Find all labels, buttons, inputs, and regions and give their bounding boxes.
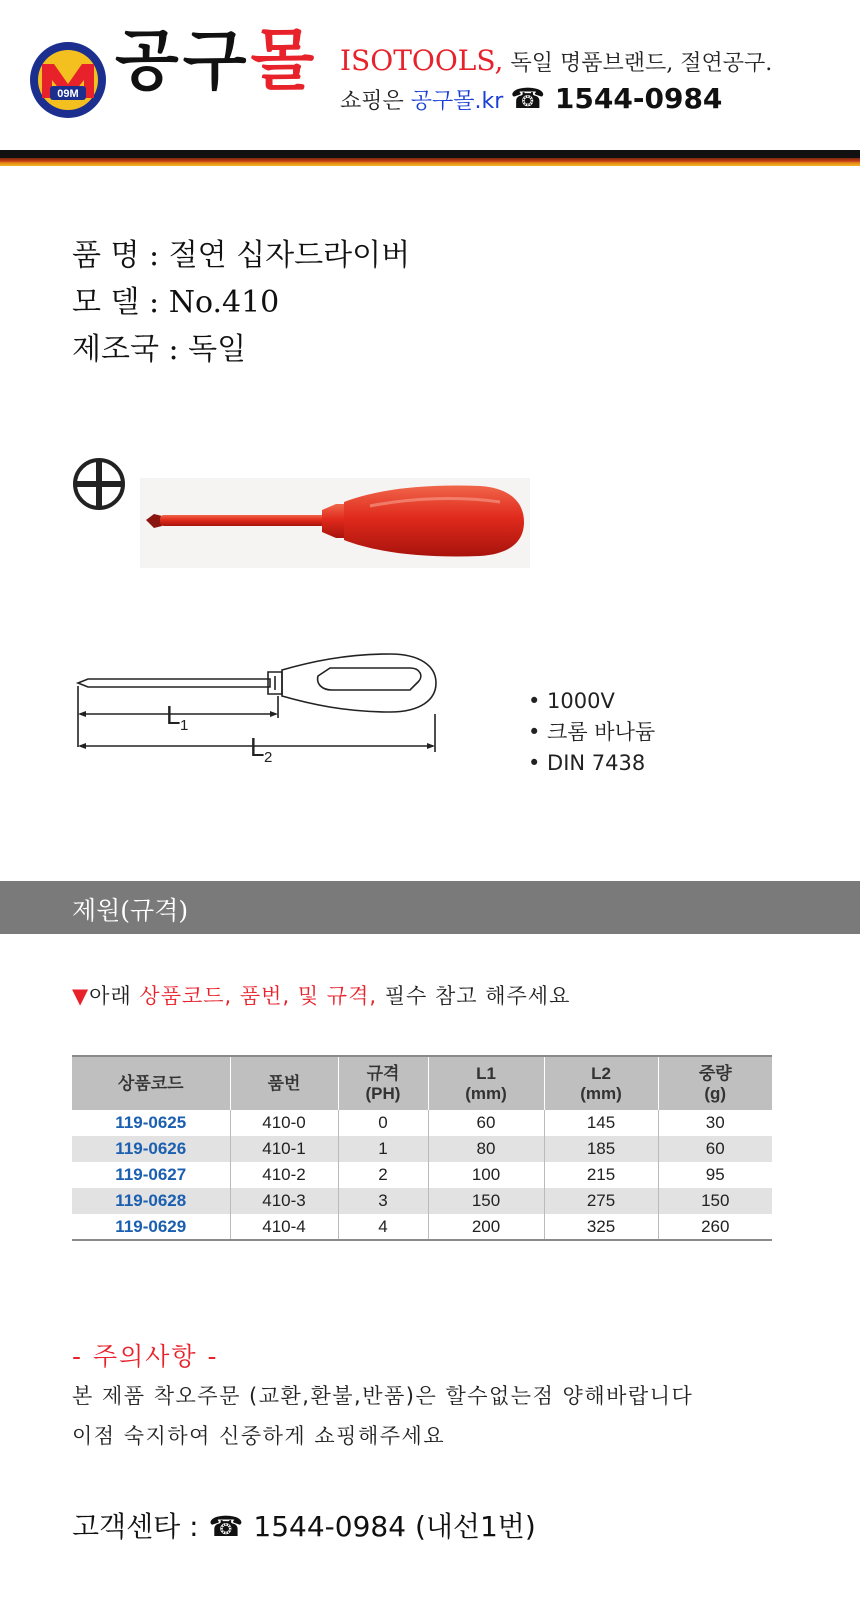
site-header bbox=[0, 0, 860, 150]
feature-item: • DIN 7438 bbox=[528, 751, 646, 775]
part-number: 410-0 bbox=[230, 1110, 338, 1136]
spec-section-header bbox=[0, 881, 860, 934]
l2-sub: 2 bbox=[264, 749, 273, 766]
caution-line: 본 제품 착오주문 (교환,환불,반품)은 할수없는점 양해바랍니다 bbox=[72, 1384, 694, 1408]
spec-ph: 0 bbox=[338, 1110, 428, 1136]
spec-l1: 200 bbox=[428, 1214, 544, 1240]
l1-sub: 1 bbox=[180, 717, 189, 734]
slogan-brand: ISOTOOLS, bbox=[340, 44, 504, 77]
part-number: 410-2 bbox=[230, 1162, 338, 1188]
notice-prefix: 아래 bbox=[89, 984, 140, 1008]
product-code[interactable]: 119-0625 bbox=[72, 1110, 230, 1136]
product-origin: 독일 bbox=[188, 332, 247, 367]
shop-line bbox=[340, 82, 722, 115]
part-number: 410-1 bbox=[230, 1136, 338, 1162]
table-header-cell: 품번 bbox=[230, 1056, 338, 1110]
product-code[interactable]: 119-0626 bbox=[72, 1136, 230, 1162]
spec-ph: 3 bbox=[338, 1188, 428, 1214]
table-row bbox=[72, 1214, 772, 1240]
table-header-cell: 중량 (g) bbox=[658, 1056, 772, 1110]
phillips-tip-icon bbox=[72, 457, 126, 511]
table-header-row bbox=[72, 1056, 772, 1110]
product-origin-label: 제조국 : bbox=[72, 332, 189, 367]
product-name-label: 품 명 : bbox=[72, 238, 169, 273]
table-row bbox=[72, 1110, 772, 1136]
feature-list bbox=[528, 686, 655, 779]
triangle-down-icon: ▼ bbox=[72, 984, 90, 1008]
l1-label: L bbox=[166, 700, 181, 730]
product-code[interactable]: 119-0629 bbox=[72, 1214, 230, 1240]
spec-weight: 30 bbox=[705, 1113, 725, 1132]
table-header-cell: 상품코드 bbox=[72, 1056, 230, 1110]
brand-black: 공구 bbox=[115, 22, 251, 99]
09m-logo-icon[interactable] bbox=[28, 40, 108, 120]
part-number: 410-4 bbox=[230, 1214, 338, 1240]
spec-ph: 1 bbox=[338, 1136, 428, 1162]
notice-highlight: 상품코드, 품번, 및 규격, bbox=[139, 984, 378, 1008]
shop-prefix: 쇼핑은 bbox=[340, 89, 411, 114]
spec-l1: 80 bbox=[428, 1136, 544, 1162]
spec-ph: 2 bbox=[338, 1162, 428, 1188]
product-model: No.410 bbox=[168, 285, 280, 320]
section-title: 제원(규격) bbox=[72, 896, 189, 925]
spec-ph: 4 bbox=[338, 1214, 428, 1240]
table-header-cell: 규격 (PH) bbox=[338, 1056, 428, 1110]
table-header-cell: L1 (mm) bbox=[428, 1056, 544, 1110]
spec-table bbox=[72, 1055, 772, 1241]
table-row bbox=[72, 1188, 772, 1214]
table-header-cell: L2 (mm) bbox=[544, 1056, 658, 1110]
spec-l2: 215 bbox=[544, 1162, 658, 1188]
spec-weight: 60 bbox=[658, 1136, 772, 1162]
spec-weight: 150 bbox=[658, 1188, 772, 1214]
caution-line: 이점 숙지하여 신중하게 쇼핑해주세요 bbox=[72, 1424, 446, 1448]
brand-red: 몰 bbox=[250, 22, 319, 99]
slogan-tail: 독일 명품브랜드, 절연공구. bbox=[503, 51, 773, 76]
product-origin-row bbox=[72, 326, 410, 373]
spec-l1: 100 bbox=[428, 1162, 544, 1188]
phone-icon: ☎ bbox=[510, 82, 546, 115]
product-name-row bbox=[72, 232, 410, 279]
spec-l1: 60 bbox=[428, 1110, 544, 1136]
customer-center bbox=[72, 1505, 536, 1545]
header-phone: 1544-0984 bbox=[545, 82, 723, 115]
product-model-row bbox=[72, 279, 410, 326]
spec-weight: 95 bbox=[705, 1165, 725, 1184]
product-name: 절연 십자드라이버 bbox=[168, 238, 411, 273]
part-number: 410-3 bbox=[230, 1188, 338, 1214]
site-brand[interactable] bbox=[115, 22, 319, 99]
spec-weight: 260 bbox=[658, 1214, 772, 1240]
spec-l2: 145 bbox=[544, 1110, 658, 1136]
product-model-label: 모 델 : bbox=[72, 285, 169, 320]
spec-l2: 325 bbox=[544, 1214, 658, 1240]
screwdriver-photo bbox=[140, 478, 530, 568]
spec-l1: 150 bbox=[428, 1188, 544, 1214]
slogan-line bbox=[340, 44, 772, 77]
customer-center-phone[interactable]: 1544-0984 (내선1번) bbox=[253, 1510, 536, 1543]
header-stripe bbox=[0, 150, 860, 166]
spec-l2: 275 bbox=[544, 1188, 658, 1214]
spec-l2: 185 bbox=[544, 1136, 658, 1162]
l2-label: L bbox=[250, 732, 265, 762]
product-code[interactable]: 119-0627 bbox=[72, 1162, 230, 1188]
notice-suffix: 필수 참고 해주세요 bbox=[377, 984, 571, 1008]
shop-mall-link[interactable]: 공구몰.kr bbox=[410, 89, 504, 114]
table-row bbox=[72, 1162, 772, 1188]
logo-text: 09M bbox=[57, 88, 79, 100]
caution-title: - 주의사항 - bbox=[72, 1342, 219, 1371]
product-code[interactable]: 119-0628 bbox=[72, 1188, 230, 1214]
dimension-diagram bbox=[70, 652, 470, 782]
feature-item: • 1000V bbox=[528, 689, 615, 713]
customer-center-label: 고객센타 : bbox=[72, 1510, 199, 1543]
feature-item: • 크롬 바나듐 bbox=[528, 720, 656, 744]
notice-line bbox=[72, 980, 570, 1010]
table-row bbox=[72, 1136, 772, 1162]
product-info bbox=[72, 232, 410, 373]
phone-icon: ☎ bbox=[208, 1510, 244, 1543]
